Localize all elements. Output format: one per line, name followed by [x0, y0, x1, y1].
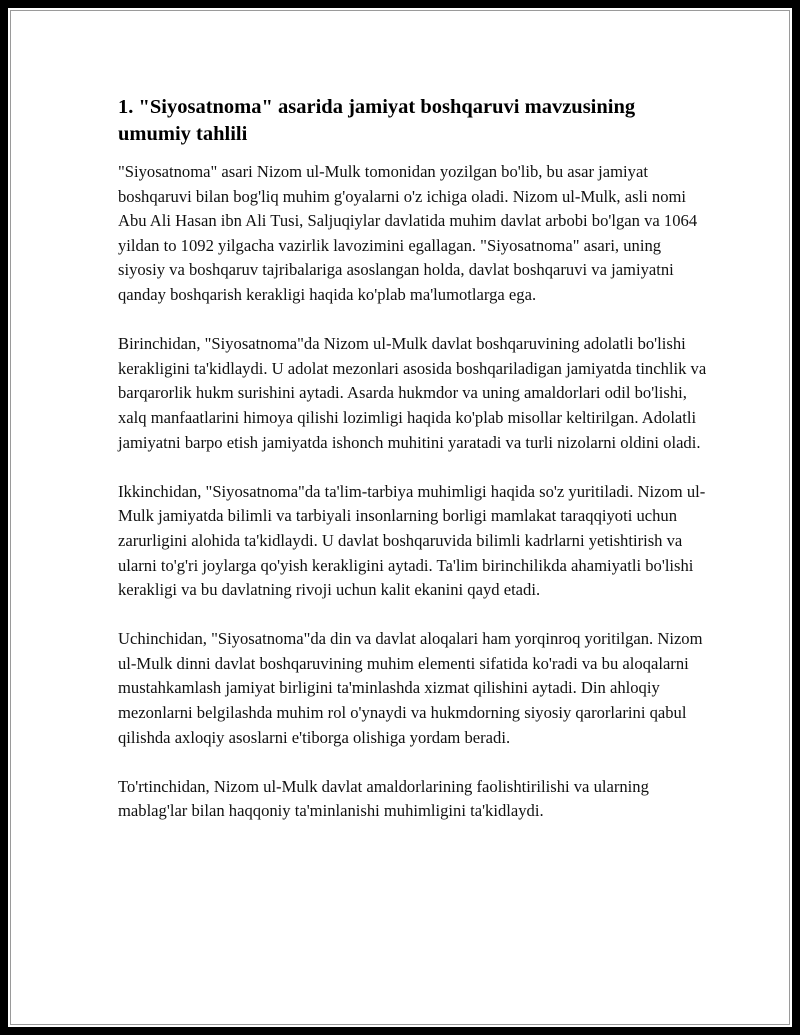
paragraph-intro: "Siyosatnoma" asari Nizom ul-Mulk tomonidan yozilgan bo'lib, bu asar jamiyat boshqaruvi bilan bog'liq muhim g'oyalarni o'z ichiga oladi. Nizom ul-Mulk, asli nomi Abu Ali Hasan ibn Ali Tusi, Saljuqiylar davlatida muhim davlat arbobi bo'lgan va 1064 yildan to 1092 yilgacha vazirlik lavozimini egallagan. "Siyosatnoma" asari, uning siyosiy va boshqaruv tajribalariga asoslangan holda, davlat boshqaruvi va jamiyatni qanday boshqarish kerakligi haqida ko'plab ma'lumotlarga ega. [118, 162, 698, 304]
document-body [118, 94, 708, 849]
paragraph-first: Birinchidan, "Siyosatnoma"da Nizom ul-Mulk davlat boshqaruvining adolatli bo'lishi kerakligini ta'kidlaydi. U adolat mezonlari asosida boshqariladigan jamiyatda tinchlik va barqarorlik hukm surishini aytadi. Asarda hukmdor va uning amaldorlari odil bo'lishi, xalq manfaatlarini himoya qilishi lozimligi haqida ko'plab misollar keltirilgan. Adolatli jamiyatni barpo etish jamiyatda ishonch muhitini yaratadi va turli nizolarni oldini oladi. [118, 334, 707, 452]
section-heading: 1. "Siyosatnoma" asarida jamiyat boshqaruvi mavzusining umumiy tahlili [118, 96, 636, 145]
paragraph-second: Ikkinchidan, "Siyosatnoma"da ta'lim-tarbiya muhimligi haqida so'z yuritiladi. Nizom ul-Mulk jamiyatda bilimli va tarbiyali insonlarning borligi mamlakat taraqqiyoti uchun zarurligini alohida ta'kidlaydi. U davlat boshqaruvida bilimli kadrlarni yetishtirish va ularni to'g'ri joylarga qo'yish kerakligini aytadi. Ta'lim birinchilikda ahamiyatli bo'lishi kerakligi va bu davlatning rivoji uchun kalit ekanini qayd etadi. [118, 481, 706, 600]
paragraph-fourth: To'rtinchidan, Nizom ul-Mulk davlat amaldorlarining faolishtirilishi va ularning mablag'lar bilan haqqoniy ta'minlanishi muhimligini ta'kidlaydi. [118, 776, 649, 821]
paragraph-third: Uchinchidan, "Siyosatnoma"da din va davlat aloqalari ham yorqinroq yoritilgan. Nizom ul-Mulk dinni davlat boshqaruvining muhim elementi sifatida ko'radi va bu aloqalarni mustahkamlash jamiyat birligini ta'minlashda xizmat qilishini aytadi. Din ahloqiy mezonlarni belgilashda muhim rol o'ynaydi va hukmdorning siyosiy qarorlarini qabul qilishda axloqiy asoslarni e'tiborga olishiga yordam beradi. [118, 629, 703, 747]
